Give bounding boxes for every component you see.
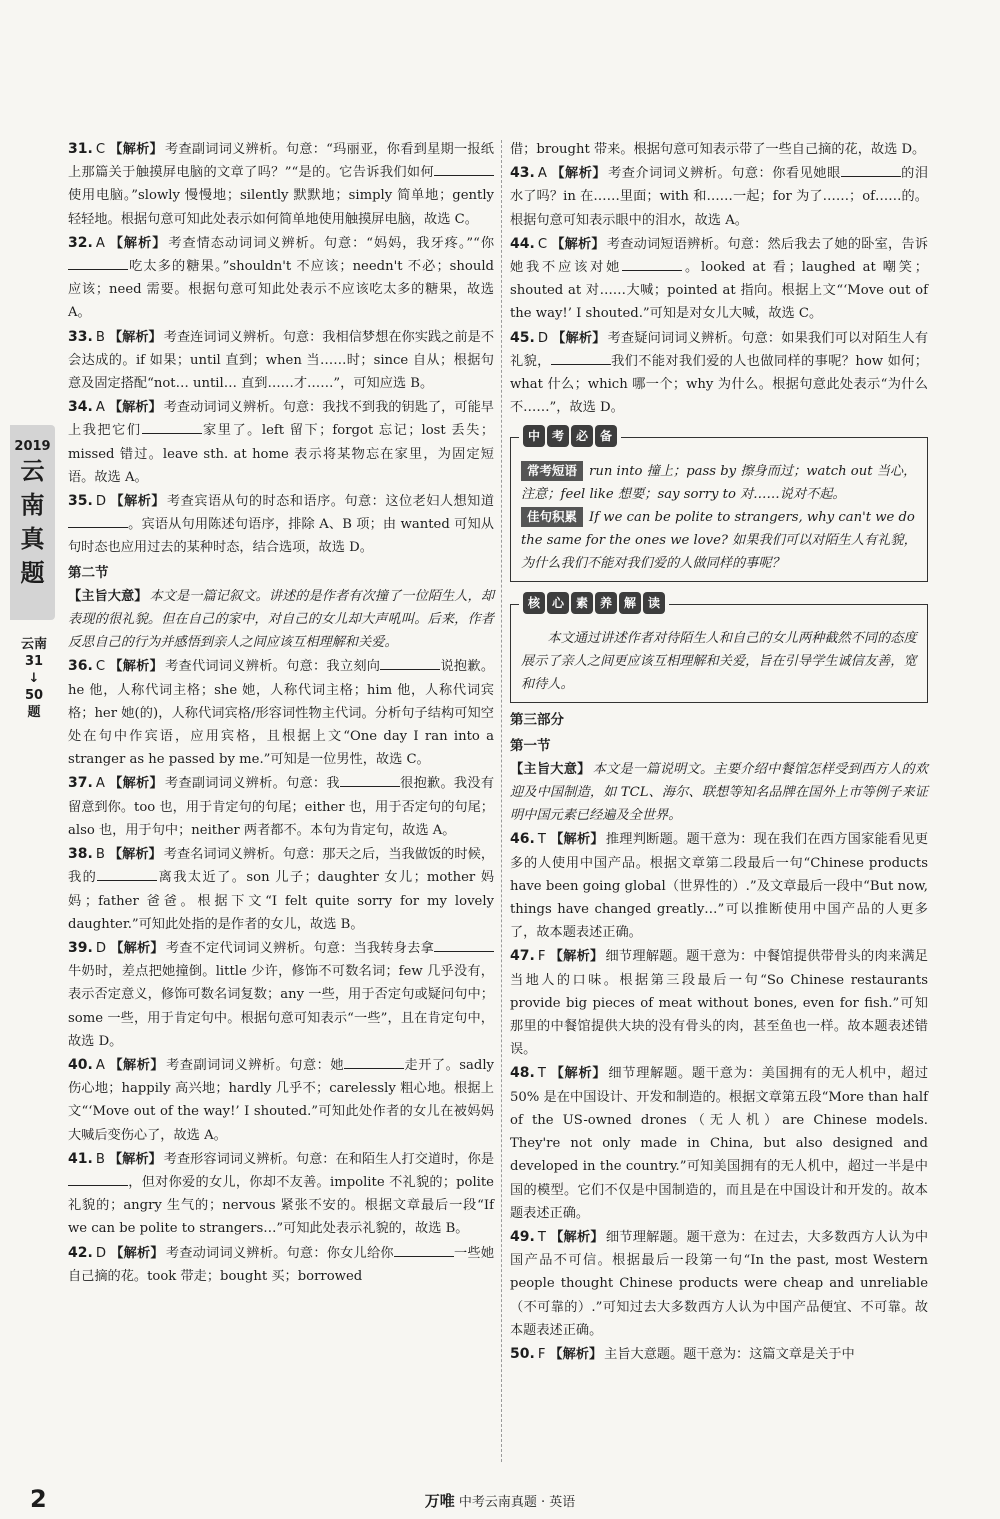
side-char-4: 题 [20,559,45,587]
answer-47 [510,945,928,1061]
q-tag: 【解析】 [109,940,164,956]
q-text-2: 。宾语从句用陈述句语序，排除 A、B 项；由 wanted 可知从句时态也应用过去的某种时态，结合选项，故选 D。 [68,517,494,556]
q-answer: T [537,1229,546,1245]
q-tag: 【解析】 [108,776,163,792]
footer-text: 中考云南真题 · 英语 [458,1495,576,1510]
title-char: 核 [523,592,545,614]
blank-line [68,1171,128,1186]
q-text-2: 说抱歉。he 他，人称代词主格；she 她，人称代词主格；him 他，人称代词宾格；her 她(的)，人称代词宾格/形容词性物主代词。分析句子结构可知空处在句中作宾语，应用宾格，且根据上文“One day I ran into a stranger as he passed by me.”可知是一位男性，故选 C。 [68,659,495,768]
answer-42-continued: 借；brought 带来。根据句意可知表示带了一些自己摘的花，故选 D。 [510,142,926,157]
q-text: 细节理解题。题干意为：中餐馆提供带骨头的肉来满足当地人的口味。根据第三段最后一句“So Chinese restaurants provide big pieces of meat without bones, even for fish.”可知那里的中餐馆提供大块的没有骨头的肉，甚至鱼也一样。故本题表述错误。 [510,949,928,1058]
blank-line [551,350,611,365]
q-answer: D [95,1245,106,1261]
q-answer: A [95,235,105,251]
q-text: 细节理解题。题干意为：在过去，大多数西方人认为中国产品不可信。根据最后一段第一句“In the past, most Western people thought Chinese products were cheap and unreliable（不可靠的）.”可知过去大多数西方人认为中国产品便宜、不可靠。故本题表述正确。 [510,1229,929,1338]
q-answer: F [537,1346,546,1362]
answer-49 [510,1226,928,1342]
q-text-2: 我们不能对我们爱的人也做同样的事呢？how 如何；what 什么；which 哪一个；why 为什么。根据句意此处表示“为什么不……”，故选 D。 [510,353,928,416]
q-tag: 【解析】 [108,329,162,345]
q-number: 48. [510,1065,535,1082]
q-number: 43. [510,165,535,182]
blank-line [622,256,682,271]
q-text: 考查副词词义辨析。句意：我 [164,776,340,792]
answer-46 [510,828,928,944]
blank-line [434,937,494,952]
q-tag: 【解析】 [108,1151,162,1167]
q-tag: 【解析】 [109,1245,164,1261]
q-number: 46. [510,831,535,848]
core-literacy-title [519,592,669,614]
answer-33 [68,326,494,396]
blank-line [68,255,128,270]
blank-line [68,513,128,528]
q-text: 考查宾语从句的时态和语序。句意：这位老妇人想知道 [167,494,495,510]
q-number: 38. [68,846,93,863]
q-text: 考查介词词义辨析。句意：你看见她眼 [608,166,841,182]
footer [0,1490,1000,1511]
q-tag: 【解析】 [549,949,604,965]
title-char: 必 [571,425,593,447]
q-tag: 【解析】 [550,166,607,182]
q-answer: C [95,659,106,675]
side-range-arrow: ↓ [28,671,40,686]
part-heading: 第三部分 [510,712,564,729]
common-phrases-label: 常考短语 [521,461,583,481]
answer-48 [510,1062,928,1224]
q-text: 考查形容词词义辨析。句意：在和陌生人打交道时，你是 [163,1151,495,1167]
answer-38 [68,843,494,936]
q-text-2: 走开了。sadly 伤心地；happily 高兴地；hardly 几乎不；carelessly 粗心地。根据上文“‘Move out of the way!’ I shouted.”可知此处作者的女儿在被妈妈大喊后变伤心了，故选 A。 [68,1057,494,1143]
q-answer: A [95,776,105,792]
q-text: 考查副词词义辨析。句意：她 [166,1057,345,1073]
q-text: 考查副词词义辨析。句意：“玛丽亚，你看到星期一报纸上那篇关于触摸屏电脑的文章了吗？”“是的。它告诉我们如何 [68,142,494,181]
side-tab [10,425,55,620]
q-tag: 【解析】 [108,1057,165,1073]
q-number: 47. [510,948,535,965]
q-number: 36. [68,658,93,675]
main-idea-text: 本文是一篇说明文。主要介绍中餐馆怎样受到西方人的欢迎及中国制造，如 TCL、海尔、联想等知名品牌在国外上市等例子来证明中国元素已经遍及全世界。 [510,761,928,824]
q-text: 考查代词词义辨析。句意：我立刻向 [165,659,381,675]
answer-34 [68,396,494,489]
main-idea-tag: 【主旨大意】 [510,761,591,777]
answer-41 [68,1148,494,1241]
core-literacy-box [510,596,928,703]
q-answer: C [537,236,548,252]
q-number: 37. [68,775,93,792]
q-answer: T [537,1066,546,1082]
q-tag: 【解析】 [108,847,162,863]
section-heading: 第一节 [510,737,551,754]
q-text: 细节理解题。题干意为：美国拥有的无人机中，超过 50% 是在中国设计、开发和制造的。根据文章第五段“More than half of the US-owned drones（无人机）are Chinese models. They're not only made in China, but also designed and developed in the country.”可知美国拥有的无人机中，超过一半是中国的模型。它们不仅是中国制造的，而且是在中国设计和开发的。故本题表述正确。 [510,1066,929,1221]
answer-32 [68,232,494,325]
q-answer: B [95,847,105,863]
side-range-b: 50 [24,688,44,703]
q-text-2: 。looked at 看；laughed at 嘲笑；shouted at 对……大喊；pointed at 指向。根据上文“‘Move out of the way!’ I shouted.”可知是对女儿大喊，故选 C。 [510,260,928,322]
side-range-top: 云南 [20,637,47,652]
answer-36 [68,655,494,771]
answer-31 [68,138,494,231]
q-text: 推理判断题。题干意为：现在我们在西方国家能看见更多的人使用中国产品。根据文章第二段最后一句“Chinese products have been going global（世界性的）.”及文章最后一段中“But now, things have changed greatly…”可以推断使用中国产品的人更多了，故本题表述正确。 [510,832,929,941]
q-text-2: 家里了。left 留下；forgot 忘记；lost 丢失；missed 错过。leave sth. at home 表示将某物忘在家里，为固定短语。故选 A。 [68,423,495,485]
q-text: 考查不定代词词义辨析。句意：当我转身去拿 [165,940,435,956]
core-literacy-text: 本文通过讲述作者对待陌生人和自己的女儿两种截然不同的态度展示了亲人之间更应该互相理解和关爱，旨在引导学生诚信友善，宽和待人。 [521,631,917,693]
q-number: 50. [510,1345,535,1362]
answer-44 [510,233,928,326]
q-answer: A [95,400,105,416]
q-answer: C [95,142,106,157]
blank-line [841,162,901,177]
q-tag: 【解析】 [109,659,164,675]
q-tag: 【解析】 [549,1229,604,1245]
q-answer: A [537,166,547,182]
section-heading: 第二节 [68,564,109,581]
q-answer: D [537,330,548,346]
title-char: 读 [643,592,665,614]
q-answer: B [95,1151,105,1167]
main-idea [68,585,494,655]
side-char-2: 南 [20,491,45,519]
q-text-2: 一些她自己摘的花。took 带走；bought 买；borrowed [68,1245,495,1284]
side-year: 2019 [14,439,51,454]
side-range-a: 31 [24,654,44,669]
q-answer: B [95,329,105,345]
q-tag: 【解析】 [549,832,604,848]
blank-line [434,161,494,176]
side-char-1: 云 [20,457,45,485]
q-text-2: 吃太多的糖果。”shouldn't 不应该；needn't 不必；should 应该；need 需要。根据句意可知此处表示不应该吃太多的糖果，故选 A。 [68,259,494,321]
q-text: 考查动词词义辨析。句意：你女儿给你 [165,1245,394,1261]
answer-45 [510,327,928,420]
q-text: 考查情态动词词义辨析。句意：“妈妈，我牙疼。”“你 [168,235,495,251]
q-number: 35. [68,493,93,510]
side-char-3: 真 [20,525,45,553]
good-sentences [521,506,917,575]
right-column [510,138,928,1367]
q-text-2: 牛奶时，差点把她撞倒。little 少许，修饰不可数名词；few 几乎没有，表示否定意义，修饰可数名词复数；any 一些，用于否定句或疑问句中；some 一些，用于肯定句中。根据句意可知表示“一些”，且在肯定句中，故选 D。 [68,964,494,1049]
q-number: 40. [68,1056,93,1073]
q-number: 41. [68,1150,93,1167]
side-range [14,636,54,721]
answer-42 [68,1242,494,1288]
q-number: 42. [68,1244,93,1261]
q-text-2: 离我太近了。son 儿子；daughter 女儿；mother 妈妈；father 爸爸。根据下文“I felt quite sorry for my lovely daughter.”可知此处指的是作者的女儿，故选 B。 [68,870,495,932]
main-idea-text: 本文是一篇记叙文。讲述的是作者有次撞了一位陌生人，却表现的很礼貌。但在自己的家中，对自己的女儿却大声吼叫。后来，作者反思自己的行为并感悟到亲人之间应该互相理解和关爱。 [68,588,495,651]
q-text-2: 使用电脑。”slowly 慢慢地；silently 默默地；simply 简单地；gently 轻轻地。根据句意可知此处表示如何简单地使用触摸屏电脑，故选 C。 [68,188,494,227]
common-phrases [521,460,917,506]
main-idea [510,758,928,828]
good-sentences-label: 佳句积累 [521,507,583,527]
q-tag: 【解析】 [109,142,163,157]
blank-line [340,772,400,787]
footer-brand: 万唯 [424,1492,455,1510]
main-idea-tag: 【主旨大意】 [68,588,148,604]
answer-43 [510,162,928,232]
title-char: 解 [619,592,641,614]
q-number: 32. [68,234,93,251]
title-char: 备 [595,425,617,447]
common-phrases-text: run into 撞上；pass by 擦身而过；watch out 当心，注意；feel like 想要；say sorry to 对……说对不起。 [521,464,917,503]
q-answer: T [537,832,546,848]
answer-37 [68,772,494,842]
good-sentences-text: If we can be polite to strangers, why can't we do the same for the ones we love? 如果我们可以对陌生人有礼貌，为什么我们不能对我们爱的人做同样的事呢？ [521,510,917,572]
q-text: 考查疑问词词义辨析。句意：如果我们可以对陌生人有礼貌， [510,330,929,369]
q-number: 45. [510,329,535,346]
q-answer: F [537,949,546,965]
q-answer: D [95,940,106,956]
q-text-2: ，但对你爱的女儿，你却不友善。impolite 不礼貌的；polite 礼貌的；angry 生气的；nervous 紧张不安的。根据文章最后一段“If we can be polite to strangers…”可知此处表示礼貌的，故选 B。 [68,1174,494,1237]
blank-line [380,655,440,670]
answer-50 [510,1343,928,1366]
title-char: 考 [547,425,569,447]
q-tag: 【解析】 [549,1066,607,1082]
blank-line [97,866,157,881]
blank-line [344,1054,404,1069]
q-answer: D [95,494,106,510]
title-char: 中 [523,425,545,447]
answer-40 [68,1054,494,1147]
q-number: 31. [68,141,93,157]
page-number: 2 [30,1485,47,1513]
q-tag: 【解析】 [551,330,606,346]
q-text: 考查动词词义辨析。句意：我找不到我的钥匙了，可能早上我把它们 [68,400,494,439]
q-text-2: 的泪水了吗？in 在……里面；with 和……一起；for 为了……；of……的。根据句意可知表示眼中的泪水，故选 A。 [510,166,929,228]
q-number: 44. [510,235,535,252]
q-answer: A [95,1057,105,1073]
q-tag: 【解析】 [108,400,162,416]
q-text-2: 很抱歉。我没有留意到你。too 也，用于肯定句的句尾；either 也，用于否定句的句尾；also 也，用于句中；neither 两者都不。本句为肯定句，故选 A。 [68,776,495,838]
title-char: 养 [595,592,617,614]
answer-39 [68,937,494,1053]
answer-35 [68,490,494,560]
title-char: 心 [547,592,569,614]
q-number: 34. [68,399,93,416]
column-divider [501,140,502,1462]
q-tag: 【解析】 [549,1346,603,1362]
q-tag: 【解析】 [109,494,166,510]
left-column [68,138,494,1289]
q-tag: 【解析】 [551,236,605,252]
q-tag: 【解析】 [108,235,167,251]
q-text: 考查连词词义辨析。句意：我相信梦想在你实践之前是不会达成的。if 如果；until 直到；when 当……时；since 自从；根据句意及固定搭配“not… until… 直到……才……”，可知应选 B。 [68,329,495,392]
blank-line [394,1242,454,1257]
exam-essentials-title [519,425,621,447]
q-text: 主旨大意题。题干意为：这篇文章是关于中 [604,1346,855,1362]
side-range-c: 题 [27,705,41,720]
title-char: 素 [571,592,593,614]
q-number: 39. [68,939,93,956]
q-number: 49. [510,1228,535,1245]
q-text: 考查名词词义辨析。句意：那天之后，当我做饭的时候，我的 [68,847,495,886]
exam-essentials-box [510,429,928,582]
q-text: 考查动词短语辨析。句意：然后我去了她的卧室，告诉她我不应该对她 [510,236,929,276]
blank-line [142,419,202,434]
q-number: 33. [68,328,93,345]
